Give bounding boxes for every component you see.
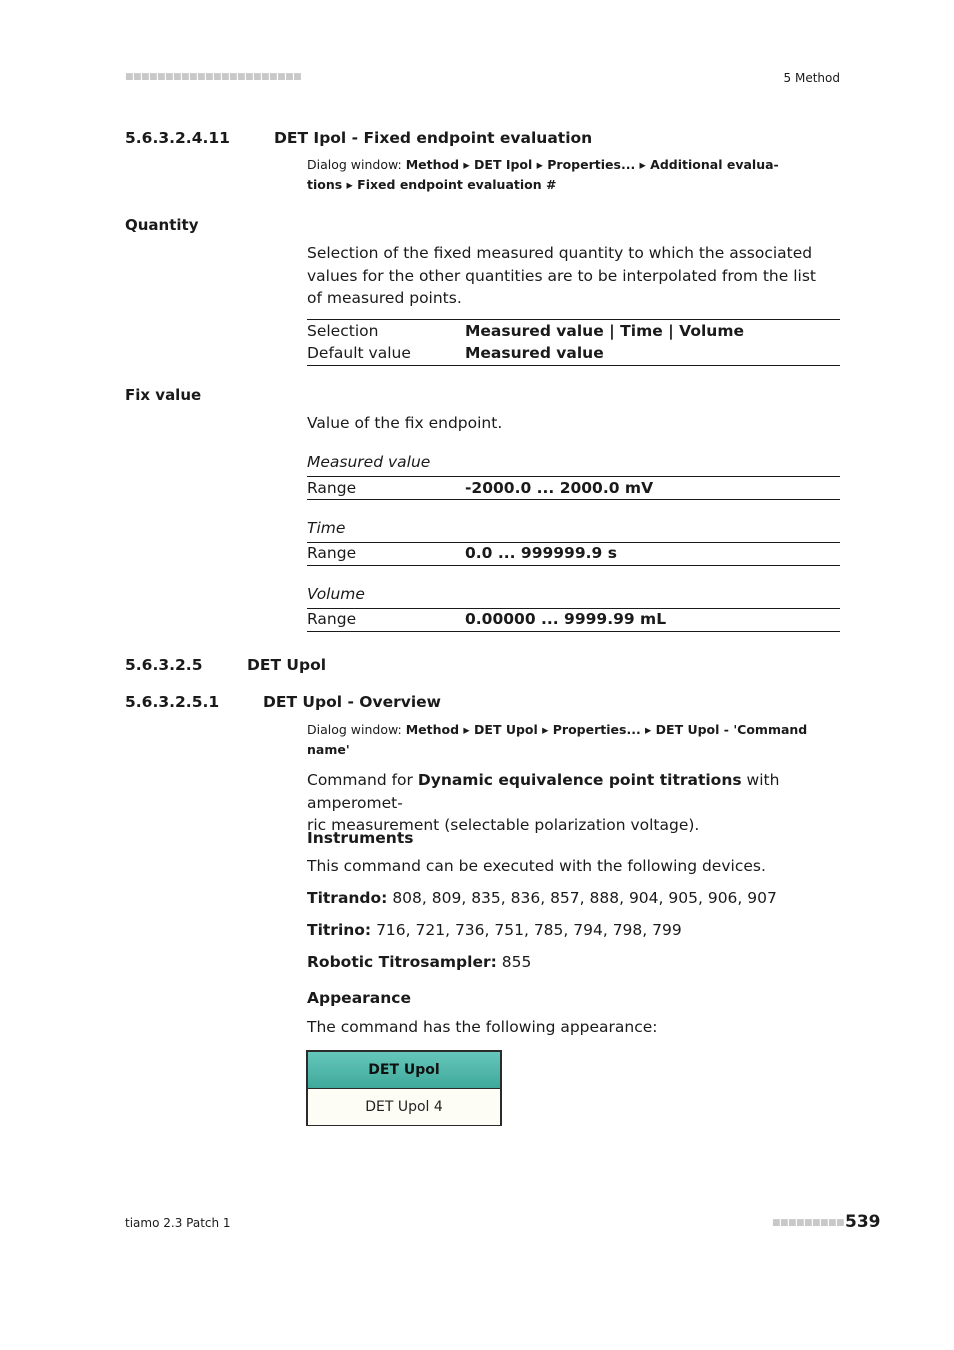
section-title: DET Ipol - Fixed endpoint evaluation: [274, 129, 593, 147]
section-number: 5.6.3.2.4.11: [125, 129, 230, 147]
robotic-label: Robotic Titrosampler:: [307, 953, 497, 971]
robotic-line: [307, 951, 531, 974]
table-key: Default value: [307, 344, 411, 362]
intro-text: Command for: [307, 771, 418, 789]
range-table: [307, 542, 840, 564]
fix-value-description: Value of the fix endpoint.: [307, 414, 503, 432]
group-title-time: Time: [307, 519, 346, 537]
table-key: Range: [307, 610, 357, 628]
appearance-text: The command has the following appearance:: [307, 1018, 658, 1036]
parameter-label-quantity: Quantity: [125, 216, 199, 234]
table-value: Measured value | Time | Volume: [465, 322, 744, 340]
table-bottom-rule: [307, 365, 840, 366]
parameter-label-fix-value: Fix value: [125, 386, 202, 404]
table-row: [307, 608, 840, 630]
dialog-path-line2: tions ▸ Fixed endpoint evaluation #: [307, 177, 557, 192]
table-key: Range: [307, 479, 357, 497]
table-bottom-rule: [307, 631, 840, 632]
titrino-line: [307, 919, 682, 942]
table-value: -2000.0 ... 2000.0 mV: [465, 479, 654, 497]
table-row: [307, 320, 840, 342]
table-value: Measured value: [465, 344, 604, 362]
table-bottom-rule: [307, 565, 840, 566]
intro-text: ric measurement (selectable polarization voltage).: [307, 816, 700, 834]
command-box: [306, 1050, 502, 1126]
footer-product: tiamo 2.3 Patch 1: [125, 1216, 231, 1230]
dialog-path: [307, 155, 840, 195]
table-row: [307, 342, 840, 364]
dialog-path: [307, 720, 840, 760]
intro-bold: Dynamic equivalence point titrations: [417, 771, 742, 789]
appearance-heading: Appearance: [307, 989, 411, 1007]
command-intro: [307, 769, 847, 837]
table-value: 0.0 ... 999999.9 s: [465, 544, 617, 562]
footer-dots: ■■■■■■■■■: [772, 1218, 845, 1228]
range-table: [307, 608, 840, 630]
titrando-label: Titrando:: [307, 889, 388, 907]
dialog-prefix: Dialog window:: [307, 722, 406, 737]
intro-text: with amperomet-: [307, 771, 780, 812]
table-key: Range: [307, 544, 357, 562]
dialog-path-line1: Method ▸ DET Ipol ▸ Properties... ▸ Additional evalua-: [405, 157, 779, 172]
section-title: DET Upol: [247, 656, 327, 674]
header-dots: ■■■■■■■■■■■■■■■■■■■■■■: [125, 72, 302, 82]
group-title-volume: Volume: [307, 585, 365, 603]
instruments-text: This command can be executed with the following devices.: [307, 857, 766, 875]
titrando-list: 808, 809, 835, 836, 857, 888, 904, 905, 906, 907: [387, 889, 777, 907]
quantity-description: Selection of the fixed measured quantity to which the associated values for the other quantities are to be interpolated from the list of measured points.: [307, 244, 816, 307]
section-number: 5.6.3.2.5.1: [125, 693, 220, 711]
command-header: DET Upol: [308, 1052, 500, 1089]
section-title: DET Upol - Overview: [263, 693, 441, 711]
quantity-table: [307, 320, 840, 364]
table-bottom-rule: [307, 499, 840, 500]
dialog-prefix: Dialog window:: [307, 157, 406, 172]
titrino-list: 716, 721, 736, 751, 785, 794, 798, 799: [371, 921, 682, 939]
table-key: Selection: [307, 322, 379, 340]
dialog-path-line2: name': [307, 742, 350, 757]
table-row: [307, 477, 840, 499]
group-title-measured-value: Measured value: [307, 453, 431, 471]
instruments-heading: Instruments: [307, 829, 414, 847]
range-table: [307, 477, 840, 499]
chapter-label: 5 Method: [783, 71, 840, 85]
dialog-path-line1: Method ▸ DET Upol ▸ Properties... ▸ DET Upol - 'Command: [405, 722, 808, 737]
page-number: 539: [845, 1212, 881, 1232]
robotic-list: 855: [496, 953, 532, 971]
table-row: [307, 542, 840, 564]
command-name: DET Upol 4: [308, 1089, 500, 1125]
titrando-line: [307, 887, 777, 910]
section-number: 5.6.3.2.5: [125, 656, 203, 674]
titrino-label: Titrino:: [307, 921, 372, 939]
table-value: 0.00000 ... 9999.99 mL: [465, 610, 667, 628]
